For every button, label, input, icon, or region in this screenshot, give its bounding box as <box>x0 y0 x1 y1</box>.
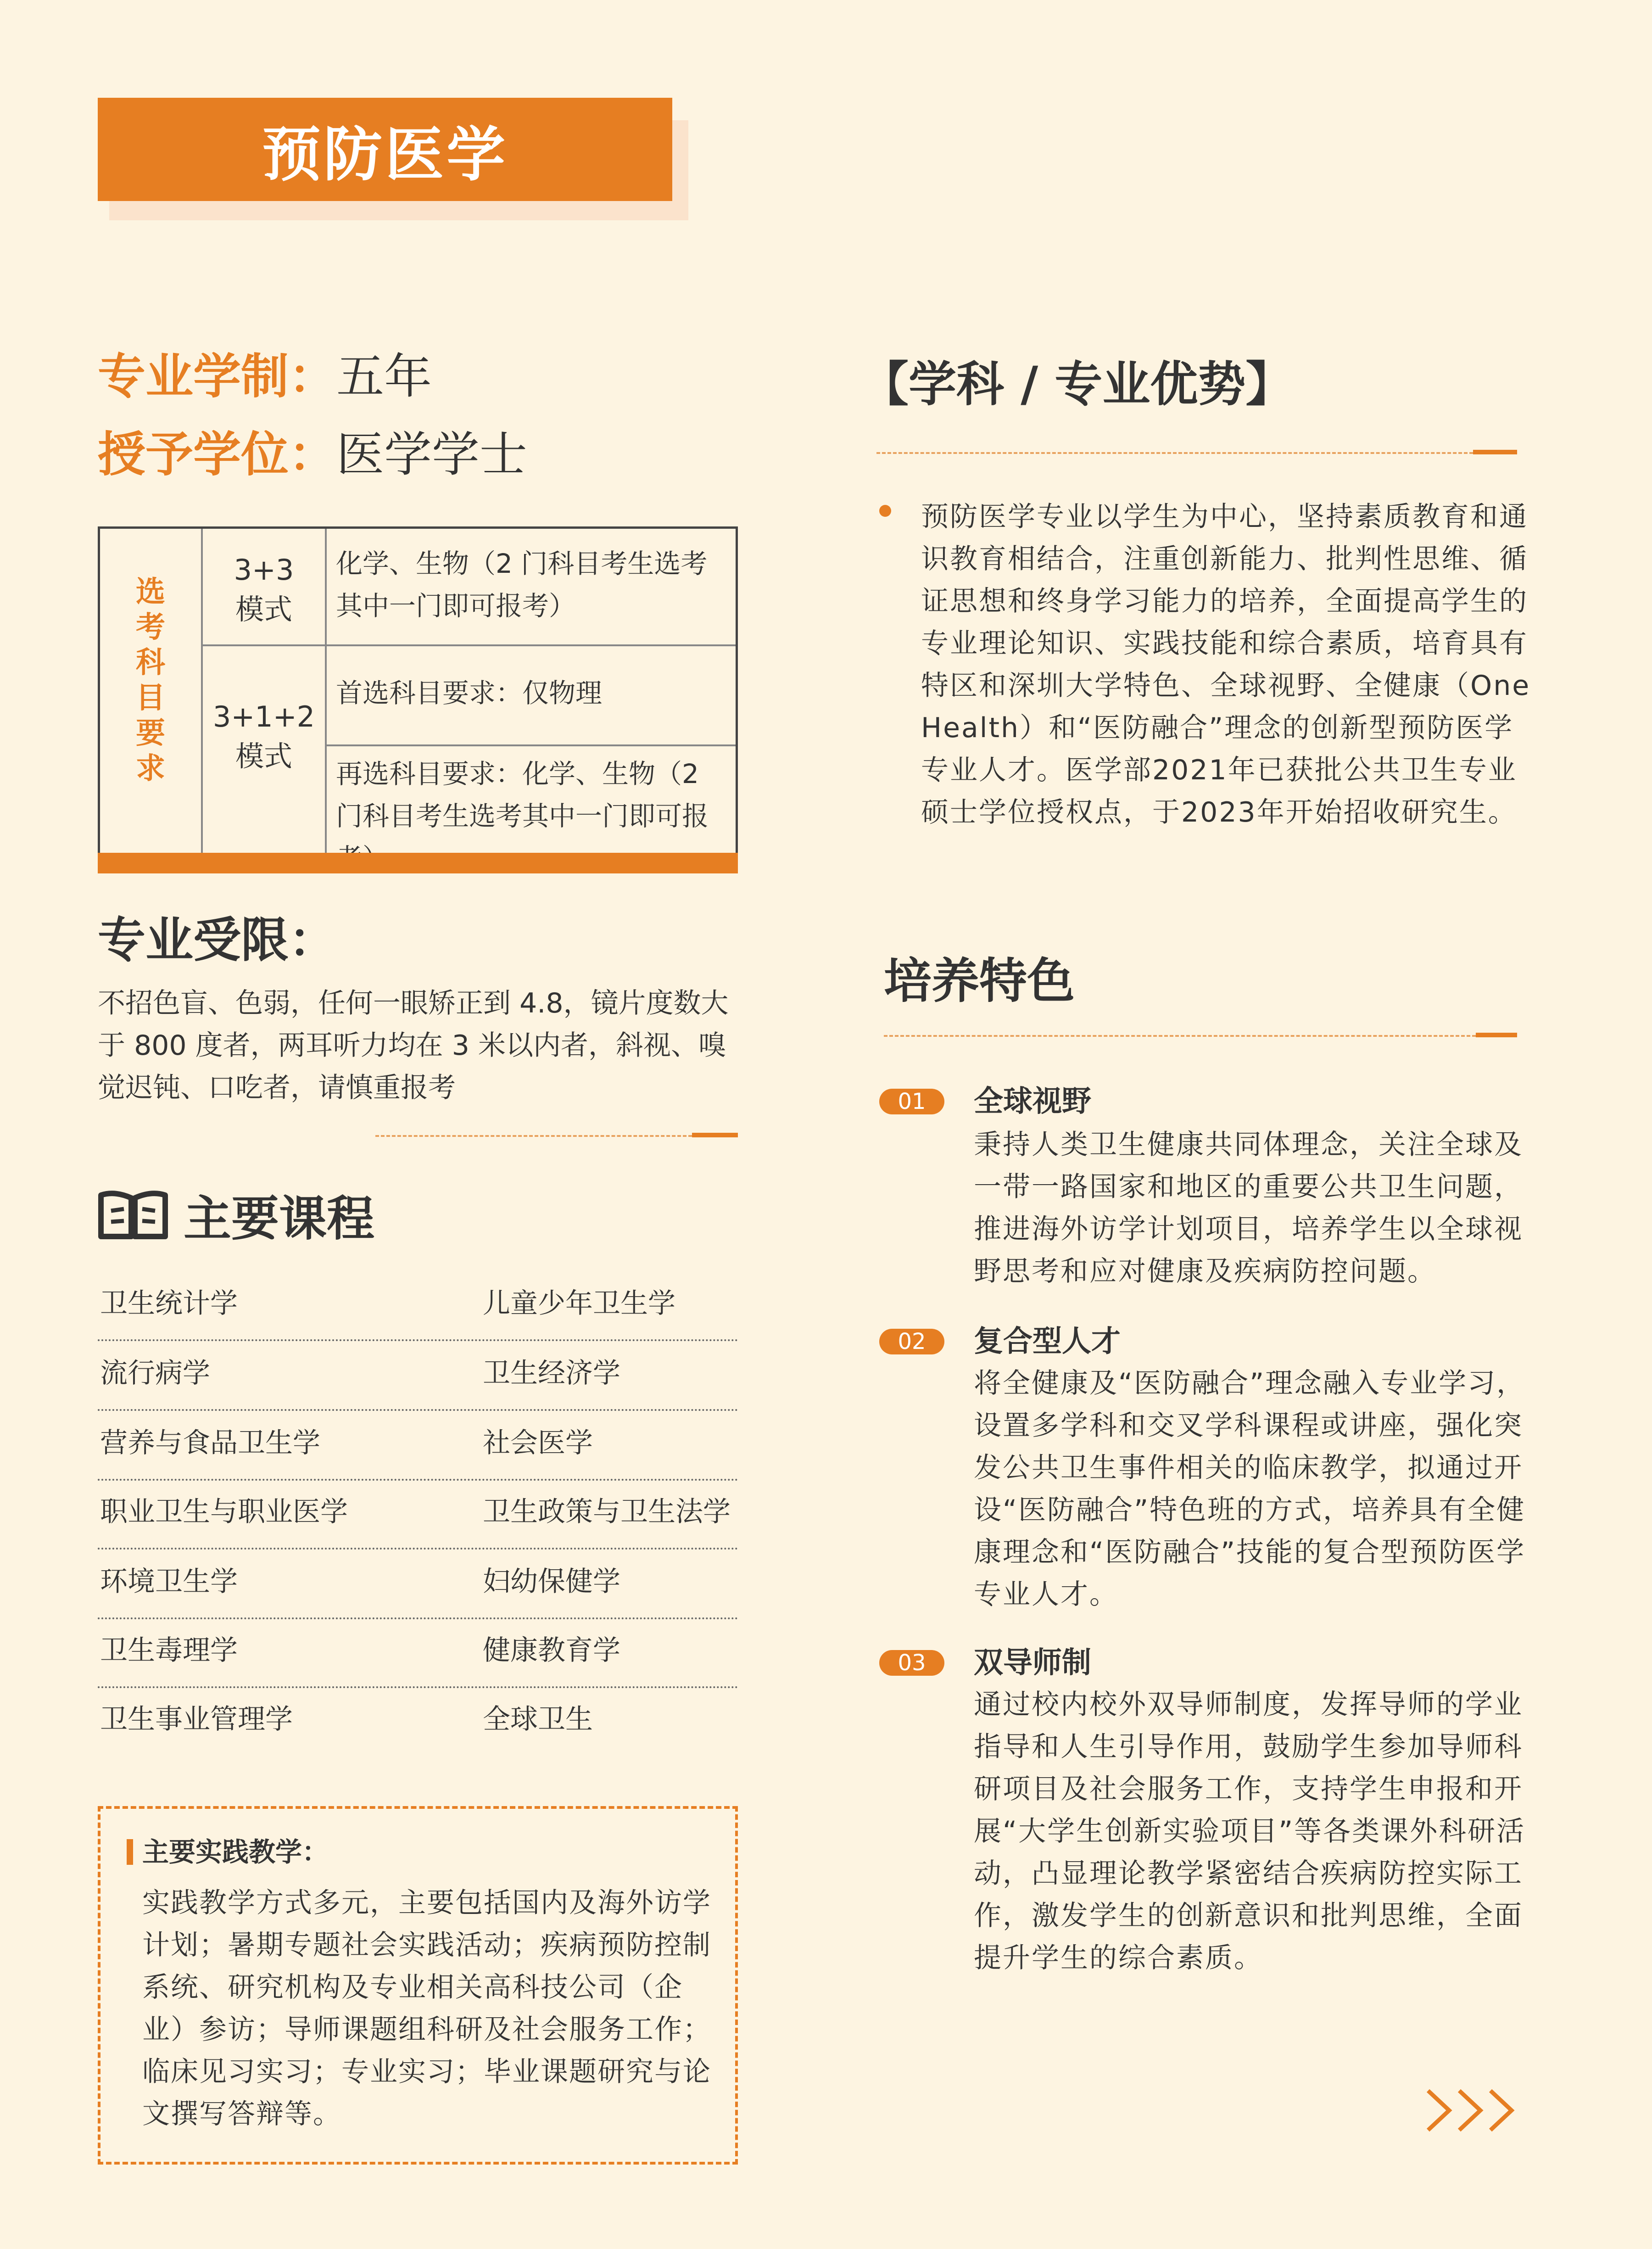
feature-title: 全球视野 <box>974 1085 1091 1119</box>
course-right-3: 社会医学 <box>483 1427 593 1459</box>
course-separator <box>98 1617 738 1619</box>
feature-title: 复合型人才 <box>974 1325 1121 1359</box>
mode-3-3-text: 化学、生物（2 门科目考生选考其中一门即可报考） <box>336 548 708 621</box>
chevrons-right-icon <box>1423 2085 1524 2136</box>
feature-text: 将全健康及“医防融合”理念融入专业学习，设置多学科和交叉学科课程或讲座，强化突发公共卫生事件相关的临床教学，拟通过开设“医防融合”特色班的方式，培养具有全健康理念和“医防融合”技能的复合型预防医学专业人才。 <box>974 1367 1526 1611</box>
restrictions-heading: 专业受限： <box>98 912 337 968</box>
course-separator <box>98 1548 738 1550</box>
divider-accent <box>1476 1033 1517 1037</box>
table-bottom-bar <box>98 853 738 873</box>
feature-number-badge: 03 <box>879 1650 944 1676</box>
advantages-heading: 【学科 / 专业优势】 <box>861 356 1294 412</box>
course-left-4: 职业卫生与职业医学 <box>100 1496 348 1528</box>
page-title: 预防医学 <box>262 120 508 189</box>
divider-dashed <box>884 1035 1476 1037</box>
mode-3-1-2-cell <box>203 688 325 785</box>
feature-text: 通过校内校外双导师制度，发挥导师的学业指导和人生引导作用，鼓励学生参加导师科研项目及社会服务工作，支持学生申报和开展“大学生创新实验项目”等各类课外科研活动，凸显理论教学紧密结合疾病防控实际工作，激发学生的创新意识和批判思维，全面提升学生的综合素质。 <box>974 1689 1526 1974</box>
side-label-cell <box>100 575 201 832</box>
course-right-4: 卫生政策与卫生法学 <box>483 1496 731 1528</box>
divider-dashed <box>375 1135 692 1137</box>
course-separator <box>98 1479 738 1481</box>
features-heading: 培养特色 <box>884 953 1075 1009</box>
mode-3-3-cell <box>203 542 325 638</box>
feature-text: 秉持人类卫生健康共同体理念，关注全球及一带一路国家和地区的重要公共卫生问题，推进海外访学计划项目，培养学生以全球视野思考和应对健康及疾病防控问题。 <box>974 1129 1523 1287</box>
degree-row <box>98 426 528 482</box>
subject-requirements-table <box>98 526 738 855</box>
book-icon <box>96 1189 170 1244</box>
course-right-6: 健康教育学 <box>483 1634 620 1667</box>
restrictions-text: 不招色盲、色弱，任何一眼矫正到 4.8，镜片度数大于 800 度者，两耳听力均在 3 米以内者，斜视、嗅觉迟钝、口吃者，请慎重报考 <box>98 987 729 1104</box>
course-left-3: 营养与食品卫生学 <box>100 1427 320 1459</box>
feature-number-badge: 02 <box>879 1329 944 1354</box>
duration-value: 五年 <box>336 348 432 404</box>
courses-heading: 主要课程 <box>184 1191 375 1247</box>
course-right-7: 全球卫生 <box>483 1703 593 1735</box>
feature-title: 双导师制 <box>974 1646 1091 1680</box>
degree-label: 授予学位： <box>98 426 337 482</box>
divider-accent <box>692 1133 738 1137</box>
requirements-side-label: 选考科目要求 <box>136 575 165 786</box>
practice-text: 实践教学方式多元，主要包括国内及海外访学计划；暑期专题社会实践活动；疾病预防控制系统、研究机构及专业相关高科技公司（企业）参访；导师课题组科研及社会服务工作；临床见习实习；专业实习；毕业课题研究与论文撰写答辩等。 <box>142 1887 711 2130</box>
degree-value: 医学学士 <box>336 426 528 482</box>
course-separator <box>98 1409 738 1411</box>
practice-heading-bar <box>127 1839 133 1865</box>
course-separator <box>98 1686 738 1688</box>
duration-label: 专业学制： <box>98 348 337 404</box>
course-left-2: 流行病学 <box>100 1357 210 1389</box>
mode-3-3-text-cell <box>327 543 731 627</box>
course-left-1: 卫生统计学 <box>100 1287 238 1320</box>
mode-3-1-2: 3+1+2 模式 <box>212 700 315 773</box>
course-right-5: 妇幼保健学 <box>483 1566 620 1598</box>
duration-row <box>98 348 432 404</box>
second-subject-text: 再选科目要求：化学、生物（2 门科目考生选考其中一门即可报 <box>336 758 709 832</box>
title-banner <box>98 98 672 201</box>
course-left-7: 卫生事业管理学 <box>100 1703 293 1735</box>
first-subject-cell <box>327 672 731 714</box>
course-separator <box>98 1339 738 1341</box>
course-right-2: 卫生经济学 <box>483 1357 620 1389</box>
practice-heading: 主要实践教学： <box>142 1836 329 1868</box>
divider-accent <box>1473 450 1517 454</box>
divider-dashed <box>876 452 1473 454</box>
first-subject-text: 首选科目要求：仅物理 <box>336 677 603 709</box>
course-left-6: 卫生毒理学 <box>100 1634 238 1667</box>
course-left-5: 环境卫生学 <box>100 1566 238 1598</box>
bullet-icon <box>879 505 891 517</box>
mode-3-3: 3+3 模式 <box>234 553 294 626</box>
feature-number-badge: 01 <box>879 1089 944 1114</box>
advantages-text: 预防医学专业以学生为中心，坚持素质教育和通识教育相结合，注重创新能力、批判性思维、循证思想和终身学习能力的培养，全面提高学生的专业理论知识、实践技能和综合素质，培育具有特区和深圳大学特色、全球视野、全健康（One Health）和“医防融合”理念的创新型预防医学专业人才。医学部2021年已获批公共卫生专业硕士学位授权点，于2023年开始招收研究生。 <box>921 501 1531 828</box>
course-right-1: 儿童少年卫生学 <box>483 1287 675 1320</box>
